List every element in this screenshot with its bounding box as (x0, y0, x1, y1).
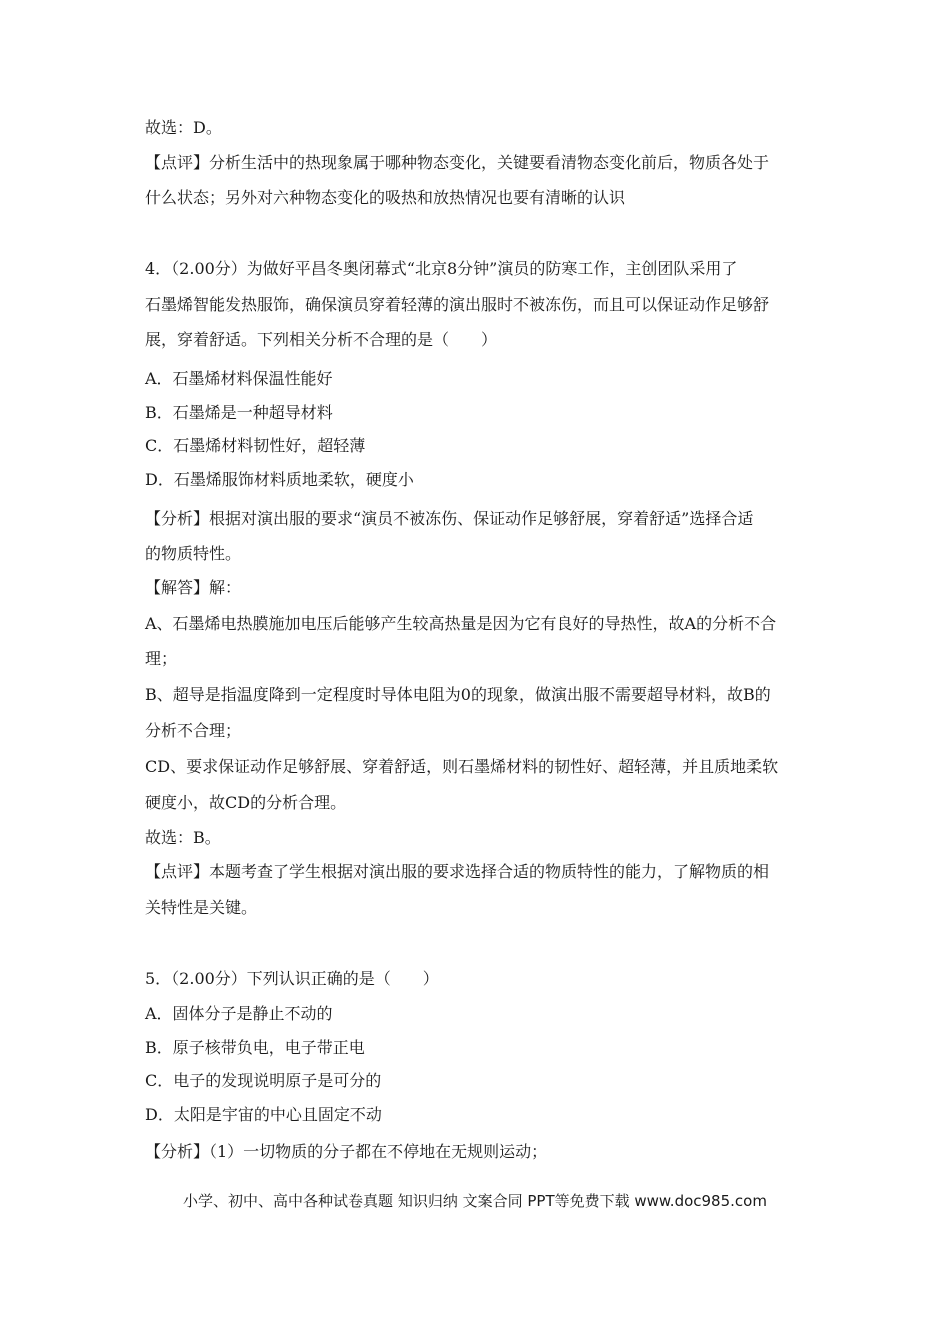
text-line: 什么状态；另外对六种物态变化的吸热和放热情况也要有清晰的认识 (145, 188, 626, 207)
answer-line: 硬度小，故CD的分析合理。 (145, 793, 347, 812)
comment-line: 【点评】本题考查了学生根据对演出服的要求选择合适的物质特性的能力，了解物质的相 (145, 862, 770, 881)
option-d: D．石墨烯服饰材料质地柔软，硬度小 (145, 470, 414, 489)
analysis-line: 【分析】根据对演出服的要求“演员不被冻伤、保证动作足够舒展，穿着舒适”选择合适 (145, 509, 754, 528)
answer-line: 理； (145, 649, 178, 668)
option-a: A．固体分子是静止不动的 (145, 1004, 333, 1023)
option-d: D．太阳是宇宙的中心且固定不动 (145, 1105, 382, 1124)
question-4-line: 4．（2.00分）为做好平昌冬奥闭幕式“北京8分钟”演员的防寒工作，主创团队采用了 (145, 259, 738, 278)
option-a: A．石墨烯材料保温性能好 (145, 369, 333, 388)
option-c: C．电子的发现说明原子是可分的 (145, 1071, 382, 1090)
selection-line: 故选：B。 (145, 828, 221, 847)
analysis-line: 的物质特性。 (145, 544, 242, 563)
question-5-line: 5．（2.00分）下列认识正确的是（ ） (145, 969, 439, 988)
option-b: B．原子核带负电，电子带正电 (145, 1038, 365, 1057)
question-4-line: 展，穿着舒适。下列相关分析不合理的是（ ） (145, 330, 498, 349)
question-4-line: 石墨烯智能发热服饰，确保演员穿着轻薄的演出服时不被冻伤，而且可以保证动作足够舒 (145, 295, 770, 314)
option-c: C．石墨烯材料韧性好，超轻薄 (145, 436, 366, 455)
page-footer: 小学、初中、高中各种试卷真题 知识归纳 文案合同 PPT等免费下载 www.doc985.com (183, 1192, 767, 1210)
text-line: 【点评】分析生活中的热现象属于哪种物态变化，关键要看清物态变化前后，物质各处于 (145, 153, 770, 172)
option-b: B．石墨烯是一种超导材料 (145, 403, 333, 422)
comment-line: 关特性是关键。 (145, 898, 258, 917)
text-line: 故选：D。 (145, 118, 222, 137)
answer-heading: 【解答】解： (145, 578, 242, 597)
answer-line: B、超导是指温度降到一定程度时导体电阻为0的现象，做演出服不需要超导材料，故B的 (145, 685, 771, 704)
answer-line: 分析不合理； (145, 721, 242, 740)
answer-line: A、石墨烯电热膜施加电压后能够产生较高热量是因为它有良好的导热性，故A的分析不合 (145, 614, 777, 633)
analysis-line: 【分析】（1）一切物质的分子都在不停地在无规则运动； (145, 1142, 548, 1161)
answer-line: CD、要求保证动作足够舒展、穿着舒适，则石墨烯材料的韧性好、超轻薄，并且质地柔软 (145, 757, 779, 776)
